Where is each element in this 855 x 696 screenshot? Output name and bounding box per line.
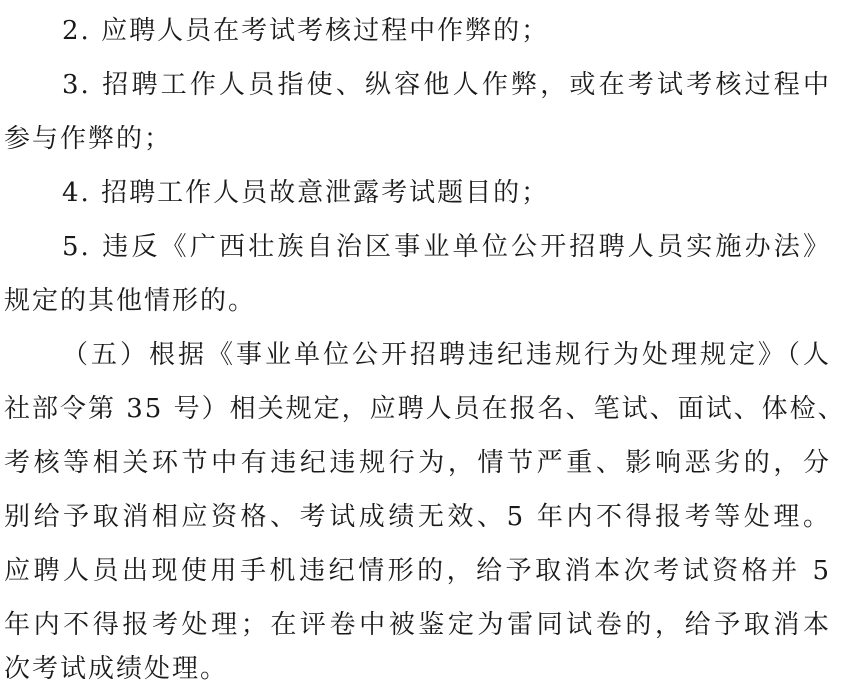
document-line: 参与作弊的； [4,124,173,154]
document-line: （五）根据《事业单位公开招聘违纪违规行为处理规定》（人 [62,340,831,370]
document-line: 5. 违反《广西壮族自治区事业单位公开招聘人员实施办法》 [62,232,831,262]
document-line: 年内不得报考处理；在评卷中被鉴定为雷同试卷的，给予取消本 [4,610,831,640]
document-line: 2. 应聘人员在考试考核过程中作弊的； [62,16,550,46]
document-line: 应聘人员出现使用手机违纪情形的，给予取消本次考试资格并 5 [4,556,831,586]
document-line: 社部令第 35 号）相关规定，应聘人员在报名、笔试、面试、体检、 [4,394,846,424]
document-line: 4. 招聘工作人员故意泄露考试题目的； [62,178,550,208]
document-line: 3. 招聘工作人员指使、纵容他人作弊，或在考试考核过程中 [62,70,831,100]
document-line: 次考试成绩处理。 [4,654,229,684]
document-line: 别给予取消相应资格、考试成绩无效、5 年内不得报考等处理。 [4,502,831,532]
document-line: 考核等相关环节中有违纪违规行为，情节严重、影响恶劣的，分 [4,448,831,478]
document-line: 规定的其他情形的。 [4,286,257,316]
